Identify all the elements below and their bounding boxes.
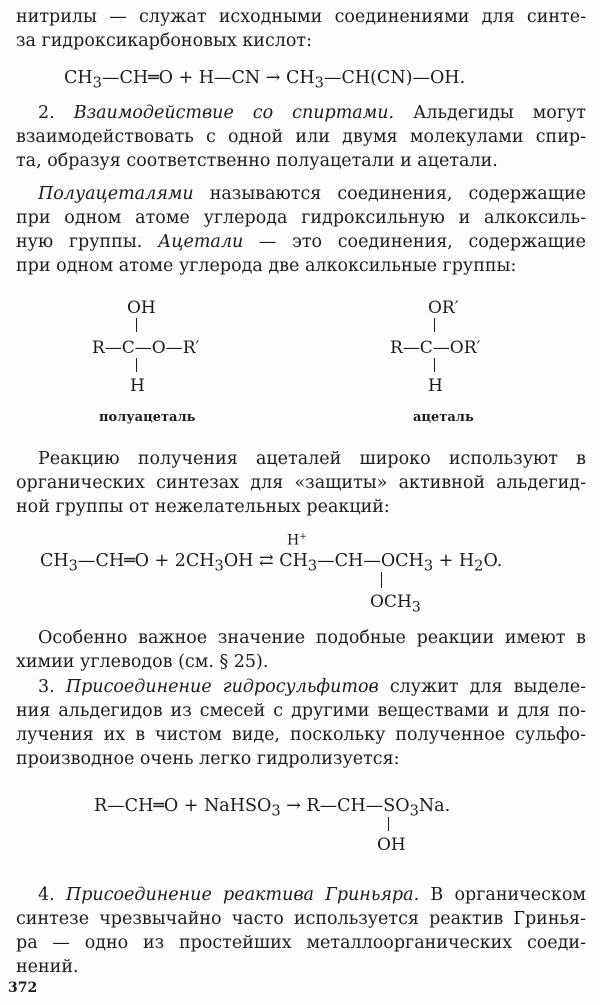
text-line: ра — одно из простейших металлоорганических соеди- (16, 933, 586, 953)
section-4-heading-line: 4. Присоединение реактива Гриньяра. В органическом (38, 885, 587, 905)
text-line: производное очень легко гидролизуется: (16, 749, 400, 769)
text-line: нитрилы — служат исходными соединениями для синте- (16, 7, 586, 27)
hemiacetal-definition-line: Полуацеталями называются соединения, содержащие (38, 184, 586, 204)
equation-hydrocyanic: $CH_3—CH═O$ + H—CN → $CH_3—CH(CN)—OH$. (64, 68, 466, 92)
acetal-definition-line: ную группы. Ацетали — это соединения, содержащие (16, 232, 586, 252)
text-line: взаимодействовать с одной или двумя молекулами спир- (16, 127, 586, 147)
section-2-heading-line: 2. Взаимодействие со спиртами. Альдегиды могут (38, 103, 586, 123)
text-line: лучения их в чистом виде, поскольку полученное сульфо- (16, 725, 586, 745)
section-3-heading-line: 3. Присоединение гидросульфитов служит для выделе- (38, 677, 586, 697)
text-line: органических синтезах для «защиты» активной альдегид- (16, 473, 586, 493)
text-line: нений. (16, 957, 79, 977)
textbook-page: нитрилы — служат исходными соединениями для синте- за гидроксикарбоновых кислот: $CH_3—CH═O$ + H—CN → $CH_3—CH(CN)—OH$. 2. Взаимодействие со спиртами. Альдегиды могут взаимодействовать с одной или двумя молекулами спир- та, образуя соответственно полуацетали и ацетали. Полуацеталями называются соединения, содержащие при одном атоме углерода гидроксильную и алкоксиль- ную группы. Ацетали — это соединения, содержащие при одном атоме углерода две алкоксильные группы: OH R—C—O—R′ H полуацеталь OR′ R—C—OR′ H ацеталь Реакцию получения ацеталей широко используют в органических синтезах для «защиты» активной альдегид- ной группы от нежелательных реакций: H+ $CH_3—CH═O + 2CH_3OH$ ⇄ $CH_3—CH—OCH_3 + H_2O$. $OCH_3$ Особенно важное значение подобные реакции имеют в химии углеводов (см. § 25). 3. Присоединение гидросульфитов служит для выделе- ния альдегидов из смесей с другими веществами и для по- лучения их в чистом виде, поскольку полученное сульфо- производное очень легко гидролизуется: R—CH═O + NaHSO$_3$ → $R—CH—SO_3Na$. OH 4. Присоединение реактива Гриньяра. В органическом синтезе чрезвычайно часто используется реактив Гринья- ра — одно из простейших металлоорганических соеди- нений. 372 (8, 7, 587, 996)
text-line: при одном атоме углерода две алкоксильные группы: (16, 256, 517, 276)
text-line: ной группы от нежелательных реакций: (16, 497, 390, 517)
acetal-caption: ацеталь (413, 410, 474, 425)
text-line: Реакцию получения ацеталей широко используют в (38, 449, 586, 469)
page-number: 372 (8, 980, 38, 996)
text-line: химии углеводов (см. § 25). (16, 652, 269, 672)
text-line: синтезе чрезвычайно часто используется реактив Гринья- (16, 909, 586, 929)
text-line: та, образуя соответственно полуацетали и ацетали. (16, 151, 498, 171)
text-line: Особенно важное значение подобные реакции имеют в (38, 628, 586, 648)
text-line: за гидроксикарбоновых кислот: (16, 31, 312, 51)
text-line: при одном атоме углерода гидроксильную и алкоксиль- (16, 208, 586, 228)
hemiacetal-caption: полуацеталь (99, 410, 196, 425)
text-line: ния альдегидов из смесей с другими веществами и для по- (16, 701, 586, 721)
